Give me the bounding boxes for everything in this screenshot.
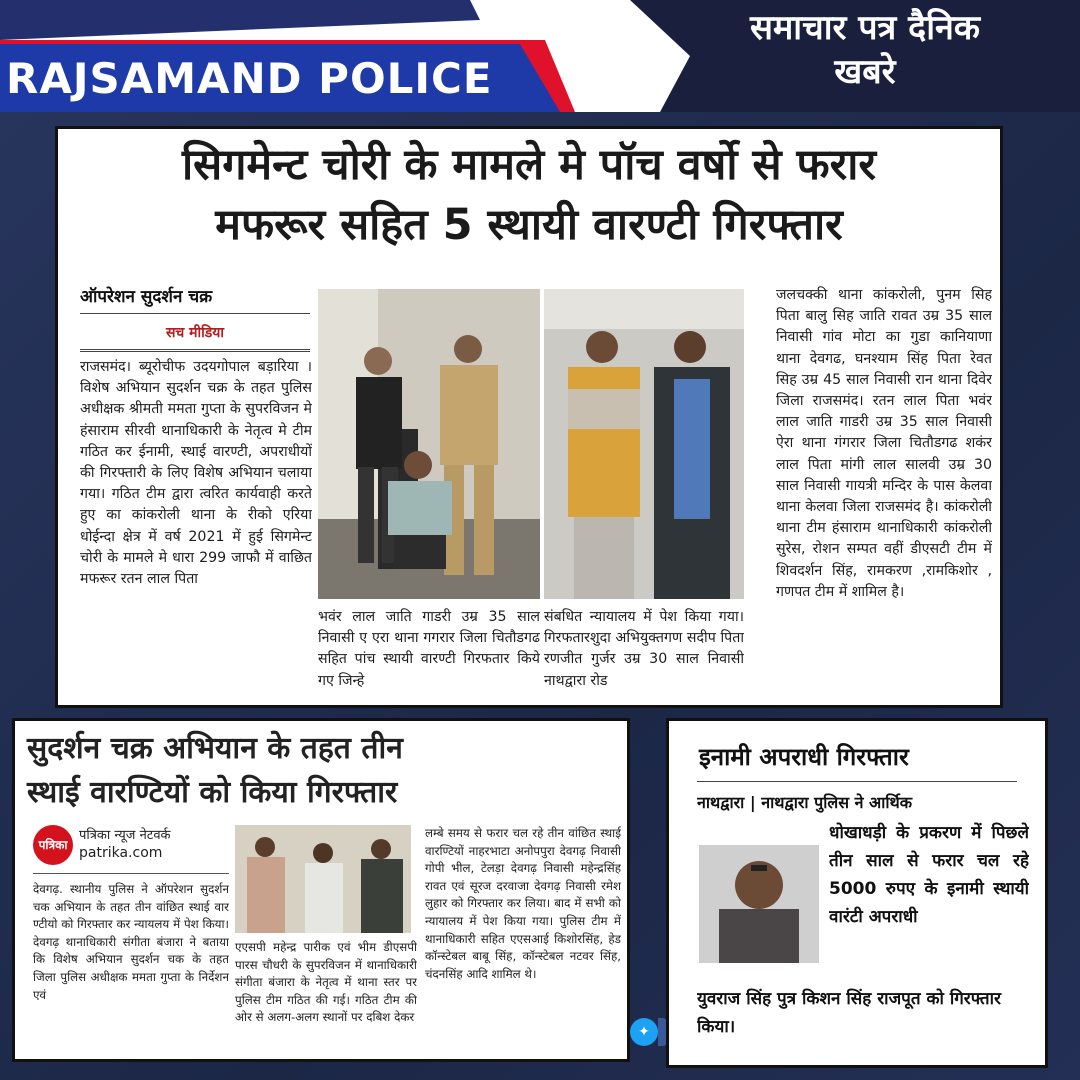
news-url: patrika.com [79,845,163,861]
clip1-column-2: भवंर लाल जाति गाडरी उम्र 35 साल निवासी ए एरा थाना गगरार जिला चितौडगढ सहित पांच स्थायी वारण्टी गिरफतार किये गए जिन्हे [318,609,540,689]
clip1-column-4: जलचक्की थाना कांकरोली, पुनम सिह पिता बालु सिह जाति रावत उम्र 35 साल निवासी गांव मोटा का गुडा कानियाणा थाना देवगढ, घनश्याम सिंह पिता रेवत सिह उम्र 45 साल निवासी रान थाना दिवेर जिला राजसमंद। रतन लाल पिता भवंर लाल जाति गाडरी उम्र 35 साल निवासी ऐरा थाना गंगरार जिला चितौडगढ शकंर लाल पिता मांगी लाल सालवी उम्र 30 साल निवासी गायत्री मन्दिर के पास केलवा थाना केलवा जिला राजसमंद है। कांकरोली थाना टीम हंसाराम थानाधिकारी कांकरोली सुरेस, रोशन सम्पत वहीं डीएसटी टीम में शिवदर्शन सिंह, रामकरण ,रामकिशोर , गणपत टीम में शामिल है। [776,287,992,600]
clip1-headline [58,135,1000,255]
photo-police-arrest [318,289,540,599]
news-clip-1 [55,126,1003,708]
clip3-body-right: धोखाधड़ी के प्रकरण में पिछले तीन साल से फरार चल रहे 5000 रुपए के इनामी स्थायी वारंटी अपराधी [829,823,1029,927]
clip1-headline-line2: मफरूर सहित 5 स्थायी वारण्टी गिरफ्तार [215,200,843,250]
divider [80,349,310,352]
photo-three-accused [235,825,411,933]
clip3-body-bottom: युवराज सिंह पुत्र किशन सिंह राजपूत को गिरफ्तार किया। [697,989,1001,1037]
clip2-headline-line1: सुदर्शन चक्र अभियान के तहत तीन [27,731,403,766]
clip3-headline: इनामी अपराधी गिरफ्तार [699,743,909,771]
news-network: पत्रिका न्यूज नेटवर्क [79,828,171,843]
patrika-logo: पत्रिका [33,825,73,865]
page-title-line1: समाचार पत्र दैनिक [749,8,981,48]
clip2-headline-line2: स्थाई वारण्टियों को किया गिरफ्तार [27,775,398,810]
clip2-column-2: एएसपी महेन्द्र पारीक एवं भीम डीएसपी पारस चौधरी के सुपरविजन में थानाधिकारी संगीता बंजारा के नेतृत्व में थाना स्तर पर पुलिस टीम गठित की गई। गठित टीम की ओर से अलग-अलग स्थानों पर दबिश देकर [235,940,417,1025]
photo-wanted-criminal [699,845,819,963]
clip1-column-1: राजसमंद। ब्यूरोचीफ उदयगोपाल बड़ारिया । विशेष अभियान सुदर्शन चक्र के तहत पुलिस अधीक्षक श्रीमती ममता गुप्ता के सुपरविजन मे हंसाराम सीरवी थानाधिकारी के नेतृत्व मे टीम गठित कर ईनामी, स्थाई वारण्टी, अपराधीयों की गिरफ्तारी के लिए विशेष अभियान चलाया गया। गठित टीम द्वारा त्वरित कार्यवाही करते हुए का कांकरोली थाना के रीको एरिया धोईन्दा क्षेत्र में वर्ष 2021 में हुई सिगमेन्ट चोरी के मामले मे धारा 299 जाफौ में वाछित मफरूर रतन लाल पिता [80,359,312,588]
source-label: सच मीडिया [165,325,225,341]
clip1-headline-line1: सिगमेन्ट चोरी के मामले मे पॉच वर्षो से फरार [182,140,876,190]
banner [0,0,1080,112]
brand-title: RAJSAMAND POLICE [6,54,493,103]
operation-label: ऑपरेशन सुदर्शन चक्र [80,287,213,307]
clip2-column-1: देवगढ़. स्थानीय पुलिस ने ऑपरेशन सुदर्शन चक अभियान के तहत तीन वांछित स्थाई वार ण्टीयो को गिरफ्तार कर न्यायलय में पेश किया। देवगढ़ थानाधिकारी संगीता बंजारा ने बताया कि विशेष अभियान सुदर्शन चक के तहत जिला पुलिस अधीक्षक ममता गुप्ता के निर्देशन एवं [33,882,229,1002]
clip3-dateline: नाथद्वारा | नाथद्वारा पुलिस ने आर्थिक [697,793,913,812]
divider [33,873,229,874]
page-title [660,6,1070,94]
clip1-column-3: संबधित न्यायालय में पेश किया गया। गिरफतारशुदा अभियुक्तगण सदीप पिता रणजीत गुर्जर उम्र 30 साल निवासी नाथद्वारा रोड [544,609,744,689]
divider [697,781,1017,782]
page-title-line2: खबरे [834,52,896,92]
clip2-headline [27,727,627,815]
clip2-column-3: लम्बे समय से फरार चल रहे तीन वांछित स्थाई वारण्टियों नाहरभाटा अनोपपुरा देवगढ़ निवासी गोपी भील, टेलड़ा देवगढ़ निवासी महेन्द्रसिंह रावत एवं सूरज दरवाजा देवगढ़ निवासी रमेश लुहार को गिरफ्तार कर लिया। बाद में सभी को न्यायालय में पेश किया गया। पुलिस टीम में थानाधिकारी सहित एएसआई किशोरसिंह, हेड कॉन्स्टेबल बाबू सिंह, कॉन्स्टेबल नटवर सिंह, चंदनसिंह आदि शामिल थे। [425,826,621,981]
news-clip-2 [12,718,630,1062]
photo-accused [544,289,744,599]
divider [80,313,310,314]
news-clip-3 [666,718,1048,1068]
twitter-icon[interactable]: ✦ [630,1018,658,1046]
